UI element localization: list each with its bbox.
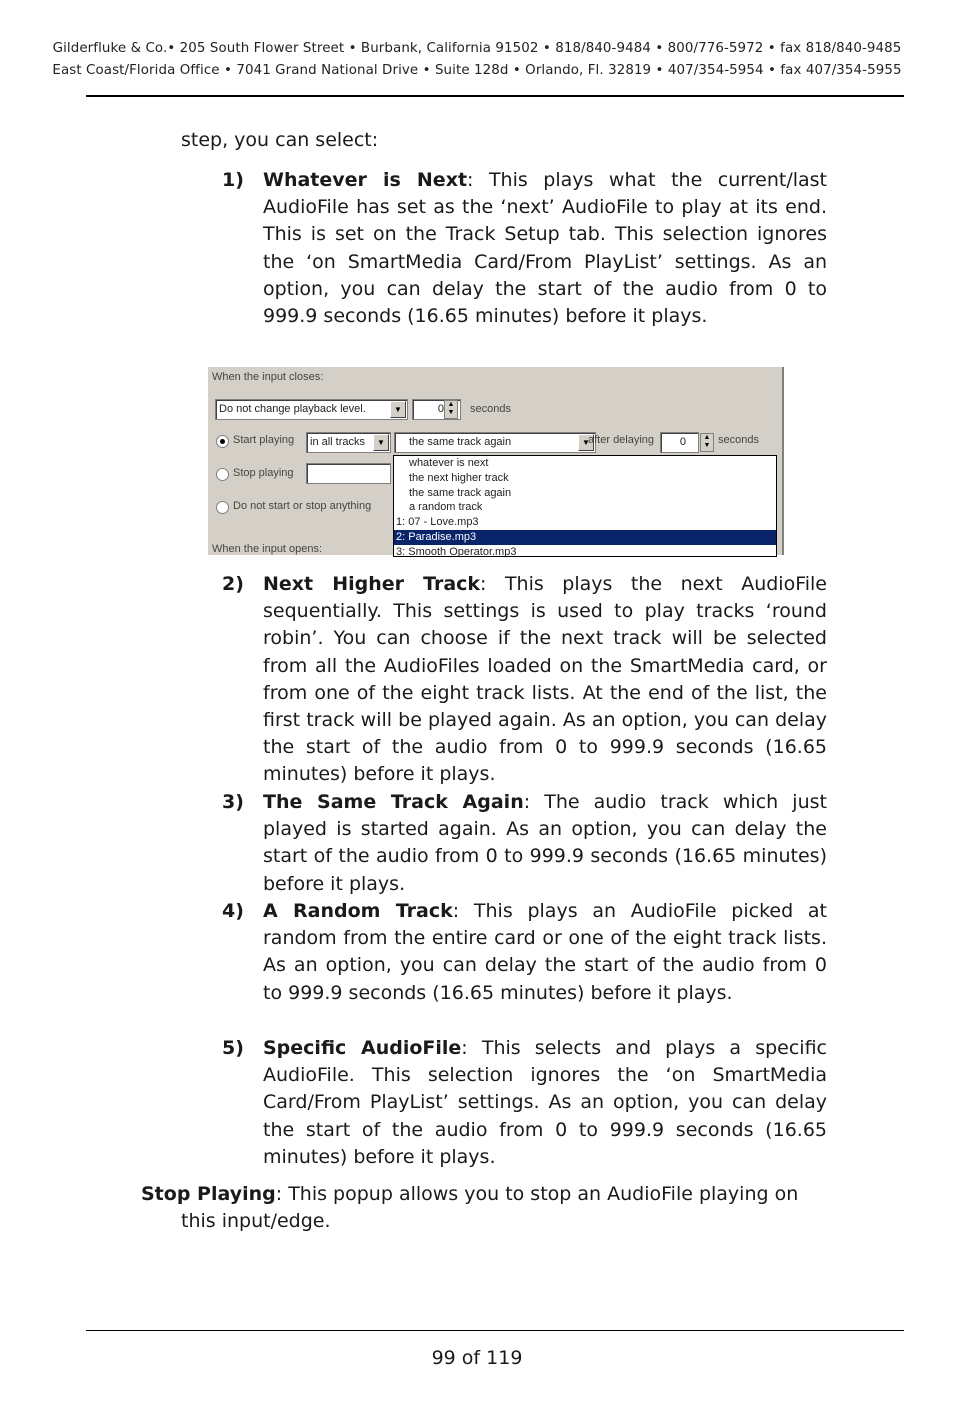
list-item — [263, 571, 827, 789]
footer-rule — [86, 1330, 904, 1331]
item-number: 3) — [222, 791, 244, 813]
header-rule — [86, 95, 904, 97]
track-scope-select[interactable] — [306, 432, 391, 453]
item-title: The Same Track Again — [263, 791, 524, 813]
stop-playing-text-continued: this input/edge. — [181, 1210, 331, 1233]
header-address-line-2: East Coast/Florida Office • 7041 Grand National Drive • Suite 128d • Orlando, Fl. 32819 • 407/354-5954 • fax 407/354-5955 — [52, 63, 902, 78]
item-text: : The audio track which just played is started again. As an option, you can delay the start of the audio from 0 to 999.9 seconds (16.65 minutes) before it plays. — [263, 791, 827, 895]
item-text: : This plays the next AudioFile sequentially. This settings is used to play tracks ‘round robin’. You can choose if the next track will be selected from all the AudioFiles loaded on the SmartMedia card, or from one of the eight track lists. At the end of the list, the first track will be played again. As an option, you can delay the start of the audio from 0 to 999.9 seconds (16.65 minutes) before it plays. — [263, 573, 827, 786]
start-playing-radio[interactable] — [216, 435, 229, 448]
item-title: Whatever is Next — [263, 169, 468, 191]
item-text: : This plays what the current/last AudioFile has set as the ‘next’ AudioFile to play at its end. This is set on the Track Setup tab. This selection ignores the ‘on SmartMedia Card/From PlayList’ settings. As an option, you can delay the start of the audio from 0 to 999.9 seconds (16.65 minutes) before it plays. — [263, 169, 827, 328]
item-title: Next Higher Track — [263, 573, 481, 595]
dropdown-option[interactable]: a random track — [409, 501, 483, 514]
playback-level-select[interactable] — [215, 399, 408, 420]
dropdown-track-option[interactable]: 3: Smooth Operator.mp3 — [396, 545, 517, 557]
start-playing-label: Start playing — [233, 434, 295, 446]
stop-playing-title: Stop Playing — [141, 1183, 276, 1205]
dropdown-option[interactable]: the same track again — [409, 486, 512, 499]
list-item — [263, 167, 827, 330]
level-value: 0 — [437, 403, 444, 415]
do-nothing-label: Do not start or stop anything — [233, 500, 372, 512]
item-number: 2) — [222, 573, 244, 595]
list-item — [263, 898, 827, 1007]
play-mode-dropdown-list[interactable] — [393, 455, 777, 557]
stop-scope-select[interactable] — [306, 463, 391, 484]
dropdown-arrow-icon[interactable]: ▼ — [578, 434, 594, 451]
intro-text: step, you can select: — [181, 129, 379, 151]
list-item — [263, 789, 827, 898]
item-number: 1) — [222, 169, 244, 191]
spinner-arrows-icon[interactable]: ▲ ▼ — [444, 400, 458, 419]
dropdown-track-option[interactable]: 1: 07 - Love.mp3 — [396, 516, 479, 529]
dropdown-arrow-icon[interactable]: ▼ — [390, 401, 406, 418]
delay-input[interactable] — [660, 432, 699, 453]
item-text: : This plays an AudioFile picked at random from the entire card or one of the eight track lists. As an option, you can delay the start of the audio from 0 to 999.9 seconds (16.65 minutes) before it plays. — [263, 900, 828, 1004]
item-title: A Random Track — [263, 900, 453, 922]
seconds-label: seconds — [470, 403, 511, 415]
stop-playing-paragraph — [141, 1181, 869, 1235]
stop-playing-text: : This popup allows you to stop an AudioFile playing on — [275, 1183, 799, 1205]
when-input-closes-label: When the input closes: — [212, 371, 324, 383]
dropdown-track-option-selected[interactable]: 2: Paradise.mp3 — [394, 530, 776, 545]
seconds-label: seconds — [718, 434, 759, 446]
delay-value: 0 — [679, 436, 686, 448]
playback-level-value: Do not change playback level. — [219, 403, 366, 415]
spinner-arrows-icon[interactable]: ▲ ▼ — [700, 433, 714, 452]
when-input-opens-label: When the input opens: — [212, 543, 323, 555]
dropdown-arrow-icon[interactable]: ▼ — [373, 434, 389, 451]
play-mode-select[interactable] — [394, 432, 596, 453]
dropdown-option[interactable]: whatever is next — [409, 457, 489, 469]
stop-playing-label: Stop playing — [233, 467, 294, 479]
item-number: 4) — [222, 900, 244, 922]
do-nothing-radio[interactable] — [216, 501, 229, 514]
item-title: Specific AudioFile — [263, 1037, 462, 1059]
track-scope-value: in all tracks — [310, 436, 366, 448]
list-item — [263, 1035, 827, 1171]
page-number: 99 of 119 — [431, 1347, 523, 1369]
item-number: 5) — [222, 1037, 244, 1059]
after-delaying-label: after delaying — [588, 434, 655, 446]
header-address-line-1: Gilderfluke & Co.• 205 South Flower Street • Burbank, California 91502 • 818/840-9484 • 800/776-5972 • fax 818/840-9485 — [52, 41, 902, 56]
stop-playing-radio[interactable] — [216, 468, 229, 481]
item-text: : This selects and plays a specific AudioFile. This selection ignores the ‘on SmartMedia Card/From PlayList’ settings. As an option, you can delay the start of the audio from 0 to 999.9 seconds (16.65 minutes) before it plays. — [263, 1037, 827, 1168]
play-mode-value: the same track again — [409, 436, 512, 448]
dropdown-option[interactable]: the next higher track — [409, 471, 509, 484]
